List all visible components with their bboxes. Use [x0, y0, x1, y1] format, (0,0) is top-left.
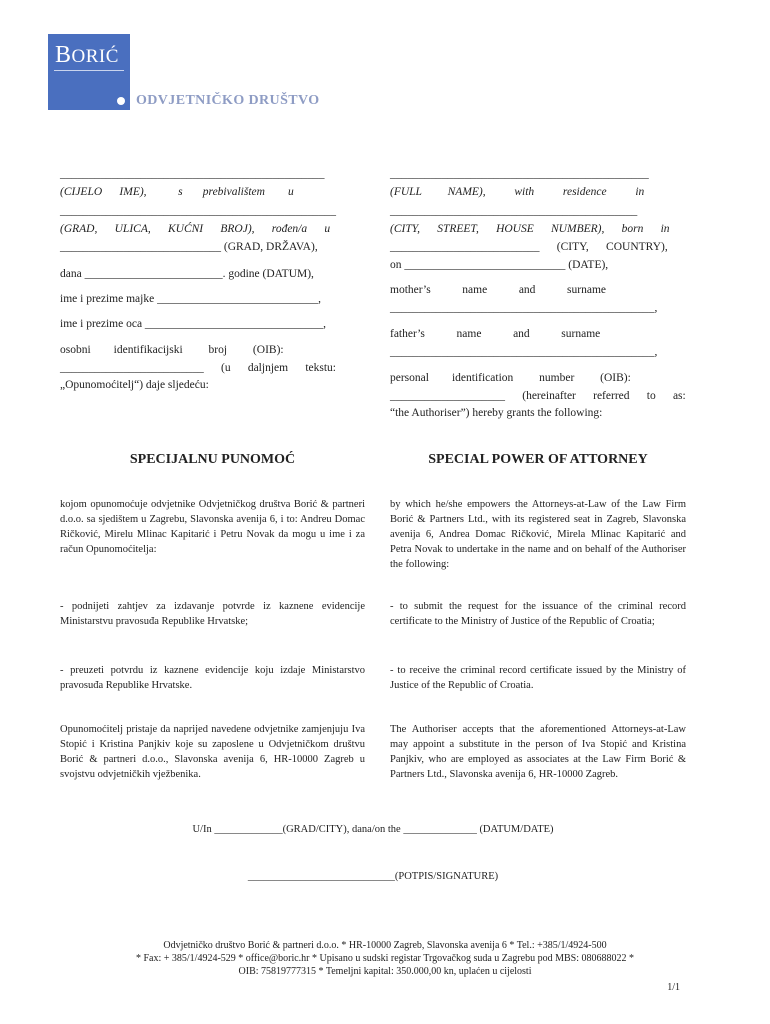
- en-paragraph-receive: - to receive the criminal record certificate issued by the Ministry of Justice of the Republic of Croatia.: [390, 665, 686, 691]
- logo-brand-first: B: [55, 42, 72, 68]
- hr-line-address: (GRAD, ULICA, KUĆNI BROJ), rođen/a u: [60, 223, 331, 235]
- en-paragraph-submit: - to submit the request for the issuance of the criminal record certificate to the Ministry of Justice of the Republic of Croatia;: [390, 601, 686, 627]
- hr-line-blank-2: ________________________________________________: [60, 205, 336, 217]
- hr-paragraph-submit: - podnijeti zahtjev za izdavanje potvrde iz kaznene evidencije Ministarstvu pravosuđa Republike Hrvatske;: [60, 601, 365, 627]
- firm-name: ODVJETNIČKO DRUŠTVO: [136, 93, 320, 108]
- logo-brand: [55, 42, 119, 69]
- en-line-blank-2: ___________________________________________: [390, 205, 638, 217]
- signature-line: ____________________________(POTPIS/SIGNATURE): [247, 871, 499, 882]
- hr-line-oib: osobni identifikacijski broj (OIB):: [60, 344, 284, 356]
- footer-line-1: Odvjetničko društvo Borić & partneri d.o.o. * HR-10000 Zagreb, Slavonska avenija 6 * Tel.: +385/1/4924-500: [163, 940, 607, 951]
- hr-line-grants: „Opunomoćitelj“) daje sljedeću:: [60, 379, 209, 391]
- hr-paragraph-substitute: Opunomoćitelj pristaje da naprijed navedene odvjetnike zamjenjuju Iva Stopić i Kristina Panjkiv koje su zaposlene u Odvjetničkom društvu Borić & partneri d.o.o., Slavonska avenija 6, HR-10000 Zagreb u svojstvu odvjetničkih vježbenika.: [60, 724, 365, 780]
- en-line-grants: “the Authoriser”) hereby grants the following:: [390, 407, 603, 419]
- hr-line-date: dana ________________________. godine (DATUM),: [60, 268, 314, 280]
- logo-divider: [54, 70, 124, 71]
- en-line-mother: mother’s name and surname: [390, 284, 607, 296]
- en-line-father: father’s name and surname: [390, 328, 601, 340]
- hr-line-father: ime i prezime oca _______________________________,: [60, 318, 327, 330]
- place-date-line: U/In _____________(GRAD/CITY), dana/on the ______________ (DATUM/DATE): [192, 824, 554, 835]
- hr-paragraph-receive: - preuzeti potvrdu iz kaznene evidencije koju izdaje Ministarstvo pravosuđa Republike Hrvatske.: [60, 665, 365, 691]
- hr-line-fullname: (CIJELO IME), s prebivalištem u: [60, 186, 294, 198]
- en-line-blank-1: _____________________________________________: [390, 168, 649, 180]
- en-line-address: (CITY, STREET, HOUSE NUMBER), born in: [390, 223, 670, 235]
- footer-line-3: OIB: 75819777315 * Temeljni kapital: 350.000,00 kn, uplaćen u cijelosti: [238, 966, 532, 977]
- page-number: 1/1: [667, 982, 680, 993]
- hr-line-blank-1: ______________________________________________: [60, 168, 325, 180]
- en-line-father-blank: ______________________________________________,: [390, 346, 658, 358]
- hr-line-oib-blank: _________________________ (u daljnjem tekstu:: [60, 362, 336, 374]
- logo-brand-rest: ORIĆ: [71, 46, 119, 67]
- en-line-city-country: __________________________ (CITY, COUNTRY),: [390, 241, 668, 253]
- hr-line-mother: ime i prezime majke ____________________________,: [60, 293, 321, 305]
- en-line-oib: personal identification number (OIB):: [390, 372, 631, 384]
- en-line-fullname: (FULL NAME), with residence in: [390, 186, 645, 198]
- en-line-oib-blank: ____________________ (hereinafter referred to as:: [390, 390, 686, 402]
- hr-title: SPECIJALNU PUNOMOĆ: [129, 452, 296, 467]
- footer-line-2: * Fax: + 385/1/4924-529 * office@boric.hr * Upisano u sudski registar Trgovačkog suda u Zagrebu pod MBS: 080688022 *: [135, 953, 635, 964]
- en-paragraph-substitute: The Authoriser accepts that the aforementioned Attorneys-at-Law may appoint a substitute in the person of Iva Stopić and Kristina Panjkiv, who are employed as associates at the Law Firm Borić & Partners Ltd., Slavonska avenija 6, HR-10000 Zagreb.: [390, 724, 686, 780]
- logo-dot-icon: [117, 97, 125, 105]
- hr-line-city-country: ____________________________ (GRAD, DRŽAVA),: [60, 241, 318, 253]
- en-line-date: on ____________________________ (DATE),: [390, 259, 609, 271]
- en-paragraph-authorization: by which he/she empowers the Attorneys-at-Law of the Law Firm Borić & Partners Ltd., with its registered seat in Zagreb, Slavonska avenija 6, Andrea Domac Ričković, Mirela Mlinac Kapitarić and Petra Novak to undertake in the name and on behalf of the Authoriser the following:: [390, 499, 686, 570]
- en-title: SPECIAL POWER OF ATTORNEY: [428, 452, 648, 467]
- en-line-mother-blank: ______________________________________________,: [390, 302, 658, 314]
- hr-paragraph-authorization: kojom opunomoćuje odvjetnike Odvjetničkog društva Borić & partneri d.o.o. sa sjedištem u Zagrebu, Slavonska avenija 6, i to: Andreu Domac Ričković, Mirelu Mlinac Kapitarić i Petru Novak da mogu u ime i za račun Opunomoćitelja:: [60, 499, 365, 555]
